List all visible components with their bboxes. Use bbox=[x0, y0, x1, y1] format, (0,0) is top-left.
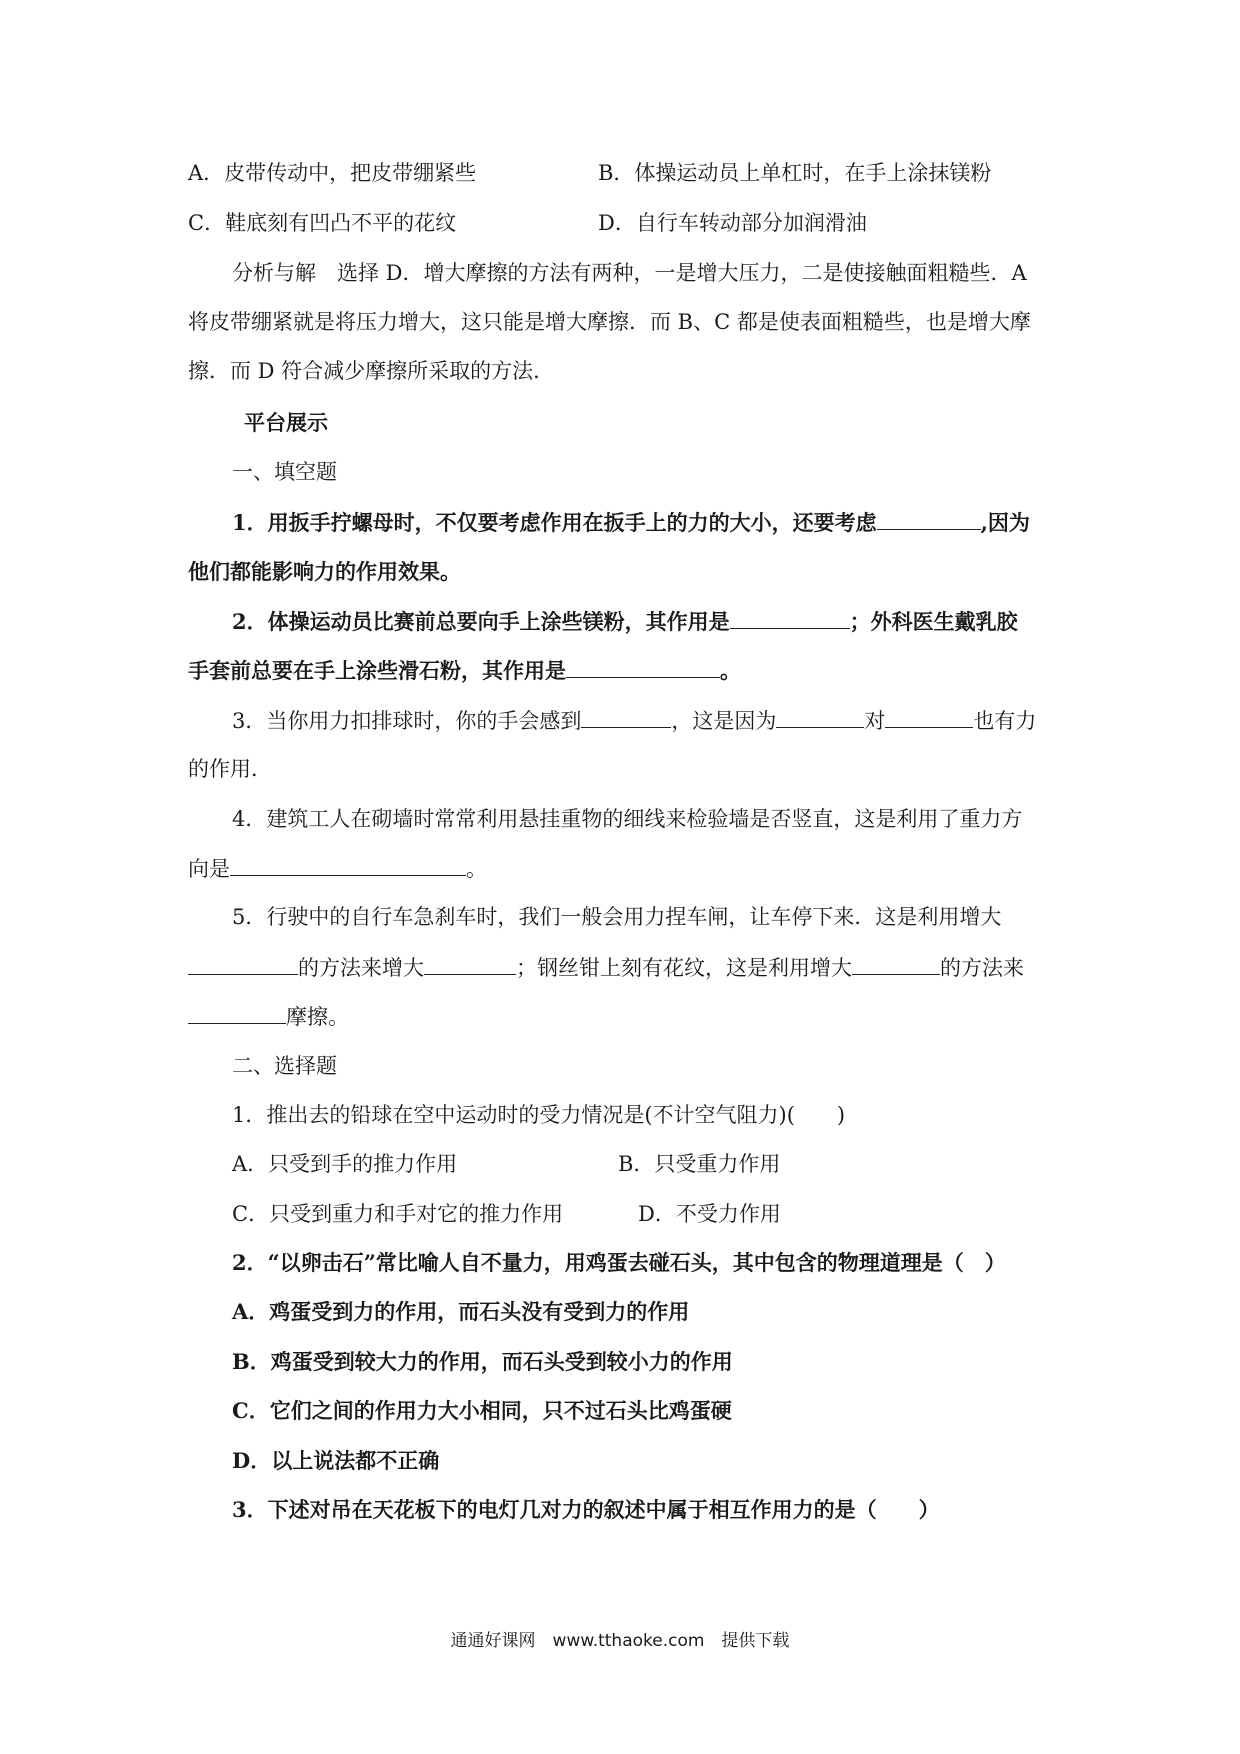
choice-q1: 1．推出去的铅球在空中运动时的受力情况是(不计空气阻力)( ) bbox=[232, 1103, 846, 1127]
choice-q2-option-b: B．鸡蛋受到较大力的作用，而石头受到较小力的作用 bbox=[232, 1349, 733, 1374]
choice-q2-option-c: C．它们之间的作用力大小相同，只不过石头比鸡蛋硬 bbox=[232, 1398, 732, 1423]
page-footer: 通通好课网 www.tthaoke.com 提供下载 bbox=[450, 1631, 790, 1651]
analysis-line-3: 擦．而 D 符合减少摩擦所采取的方法． bbox=[188, 359, 555, 383]
fill-q5-line-3: 摩擦。 bbox=[188, 1001, 349, 1032]
fill-q5-blank-2[interactable] bbox=[424, 952, 516, 975]
choice-q2: 2．“以卵击石”常比喻人自不量力，用鸡蛋去碰石头，其中包含的物理道理是（ ） bbox=[232, 1250, 1006, 1275]
fill-q2-blank-2[interactable] bbox=[566, 655, 720, 678]
choice-q3: 3．下述对吊在天花板下的电灯几对力的叙述中属于相互作用力的是（ ） bbox=[232, 1497, 940, 1522]
fill-q5-blank-3[interactable] bbox=[852, 952, 940, 975]
fill-q2-blank-1[interactable] bbox=[730, 606, 850, 629]
fill-q3-line-1: 3．当你用力扣排球时，你的手会感到 ，这是因为 对 也有力 bbox=[232, 705, 1036, 736]
fill-q5-line-1: 5．行驶中的自行车急刹车时，我们一般会用力捏车闸，让车停下来．这是利用增大 bbox=[232, 905, 1002, 929]
fill-q5-blank-4[interactable] bbox=[188, 1001, 286, 1024]
fill-q4-line-1: 4．建筑工人在砌墙时常常利用悬挂重物的细线来检验墙是否竖直，这是利用了重力方 bbox=[232, 807, 1023, 831]
fill-q2-line-2: 手套前总要在手上涂些滑石粉，其作用是 。 bbox=[188, 655, 741, 686]
fill-q4-line-2: 向是 。 bbox=[188, 853, 487, 884]
fill-q3-line-2: 的作用． bbox=[188, 757, 272, 781]
fill-q1-line-2: 他们都能影响力的作用效果。 bbox=[188, 559, 461, 584]
fill-q3-blank-3[interactable] bbox=[885, 705, 973, 728]
fill-q5-line-2: 的方法来增大 ；钢丝钳上刻有花纹，这是利用增大 的方法来 bbox=[188, 952, 1024, 983]
fill-q2-line-1: 2．体操运动员比赛前总要向手上涂些镁粉，其作用是 ；外科医生戴乳胶 bbox=[232, 606, 1018, 637]
fill-q4-blank[interactable] bbox=[230, 853, 466, 876]
example-option-b: B．体操运动员上单杠时，在手上涂抹镁粉 bbox=[598, 161, 992, 185]
fill-q5-blank-1[interactable] bbox=[188, 952, 298, 975]
choice-q1-option-b: B．只受重力作用 bbox=[618, 1152, 781, 1176]
fill-q3-blank-1[interactable] bbox=[581, 705, 671, 728]
choice-q1-option-a: A．只受到手的推力作用 bbox=[232, 1152, 458, 1176]
choice-heading: 二、选择题 bbox=[232, 1054, 337, 1078]
analysis-line-1: 分析与解 选择 D．增大摩擦的方法有两种，一是增大压力，二是使接触面粗糙些．A bbox=[232, 261, 1027, 285]
choice-q1-option-c: C．只受到重力和手对它的推力作用 bbox=[232, 1202, 564, 1226]
analysis-line-2: 将皮带绷紧就是将压力增大，这只能是增大摩擦．而 B、C 都是使表面粗糙些，也是增大摩 bbox=[188, 310, 1031, 334]
fill-q3-blank-2[interactable] bbox=[776, 705, 864, 728]
example-option-c: C．鞋底刻有凹凸不平的花纹 bbox=[188, 211, 457, 235]
choice-q2-option-a: A．鸡蛋受到力的作用，而石头没有受到力的作用 bbox=[232, 1299, 690, 1324]
example-option-d: D．自行车转动部分加润滑油 bbox=[598, 211, 867, 235]
section-title: 平台展示 bbox=[244, 410, 328, 435]
example-option-a: A．皮带传动中，把皮带绷紧些 bbox=[188, 161, 477, 185]
fill-q1-line-1: 1．用扳手拧螺母时，不仅要考虑作用在扳手上的力的大小，还要考虑 ,因为 bbox=[232, 507, 1030, 538]
choice-q1-option-d: D．不受力作用 bbox=[638, 1202, 781, 1226]
fill-q1-blank[interactable] bbox=[877, 507, 981, 530]
choice-q2-option-d: D．以上说法都不正确 bbox=[232, 1448, 440, 1473]
fill-heading: 一、填空题 bbox=[232, 460, 337, 484]
